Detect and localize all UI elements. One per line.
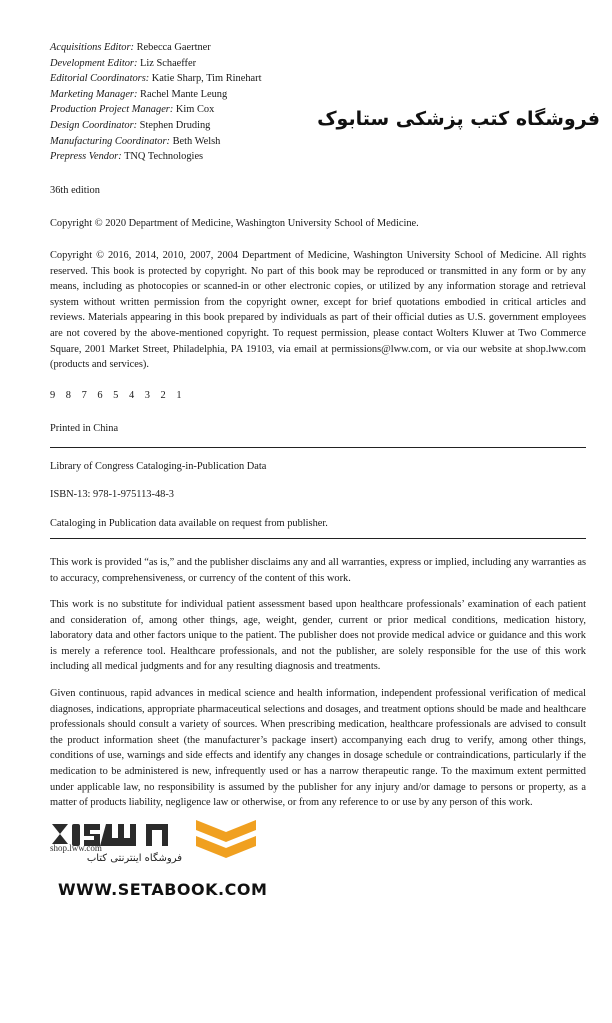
credit-line: [50, 40, 586, 56]
library-title: Library of Congress Cataloging-in-Publication Data: [50, 461, 267, 472]
credit-role: Acquisitions Editor:: [50, 42, 134, 53]
divider-bottom: [50, 538, 586, 539]
copyright-2020: Copyright © 2020 Department of Medicine, Washington University School of Medicine.: [50, 218, 419, 229]
setabook-url: WWW.SETABOOK.COM: [58, 880, 268, 899]
brand-watermark-persian: فروشگاه کتب پزشکی ستابوک: [317, 108, 600, 130]
disclaimer-verification: Given continuous, rapid advances in medical science and health information, independent professional verification of medical diagnoses, indications, appropriate pharmaceutical selections and dosages, and treatment options should be made and healthcare professionals should consult a variety of sources. When prescribing medication, healthcare professionals are advised to consult the product information sheet (the manufacturer’s package insert) accompanying each drug to verify, among other things, conditions of use, warnings and side effects and identify any changes in dosage schedule or contraindications, particularly if the medication to be administered is new, infrequently used or has a narrow therapeutic range. To the maximum extent permitted under applicable law, no responsibility is assumed by the publisher for any injury and/or damage to persons or property, as a matter of products liability, negligence law or otherwise, or from any reference to or use by any person of this work.: [50, 688, 586, 809]
printed-in: Printed in China: [50, 423, 119, 434]
credit-name: Beth Welsh: [169, 135, 221, 147]
credit-name: Rachel Mante Leung: [137, 88, 228, 100]
credit-name: TNQ Technologies: [121, 151, 204, 163]
credit-role: Marketing Manager:: [50, 88, 138, 100]
credit-line: [50, 149, 586, 165]
disclaimer-as-is: This work is provided “as is,” and the publisher disclaims any and all warranties, express or implied, including any warranties as to accuracy, comprehensiveness, or currency of the content of this work.: [50, 557, 586, 584]
credit-role: Development Editor:: [50, 57, 138, 69]
credit-name: Stephen Druding: [137, 119, 211, 131]
credit-name: Rebecca Gaertner: [134, 42, 211, 53]
credit-role: Design Coordinator:: [50, 119, 138, 131]
disclaimer-no-substitute: This work is no substitute for individual patient assessment based upon healthcare professionals’ examination of each patient and consideration of, among other things, age, weight, gender, current or prior medical conditions, medication history, laboratory data and other factors unique to the patient. The publisher does not provide medical advice or guidance and this work is merely a reference tool. Healthcare professionals, and not the publisher, are solely responsible for the use of this work including all medical judgments and for any resulting diagnosis and treatments.: [50, 599, 586, 673]
printing-line: 9 8 7 6 5 4 3 2 1: [50, 390, 182, 401]
credit-name: Kim Cox: [173, 104, 215, 116]
credit-line: [50, 87, 586, 103]
credit-line: [50, 71, 586, 87]
credit-line: [50, 134, 586, 150]
shop-url: shop.lww.com: [50, 843, 102, 853]
credit-role: Manufacturing Coordinator:: [50, 135, 170, 147]
credit-line: [50, 56, 586, 72]
credit-role: Prepress Vendor:: [50, 151, 122, 163]
isbn: ISBN-13: 978-1-975113-48-3: [50, 489, 175, 500]
copyright-notice: Copyright © 2016, 2014, 2010, 2007, 2004 Department of Medicine, Washington University School of Medicine. All rights reserved. This book is protected by copyright. No part of this book may be reproduced or transmitted in any form or by any means, including as photocopies or scanned-in or other electronic copies, or utilized by any information storage and retrieval system without written permission from the copyright owner, except for brief quotations embodied in critical articles and reviews. Materials appearing in this book prepared by individuals as part of their official duties as U.S. government employees are not covered by the above-mentioned copyright. To request permission, please contact Wolters Kluwer at Two Commerce Square, 2001 Market Street, Philadelphia, PA 19103, via email at permissions@lww.com, or via our website at shop.lww.com (products and services).: [50, 250, 586, 371]
logo-tagline-persian: فروشگاه اینترنتی کتاب: [86, 853, 182, 864]
credit-role: Production Project Manager:: [50, 104, 174, 116]
cataloging-note: Cataloging in Publication data available on request from publisher.: [50, 518, 328, 529]
credit-name: Liz Schaeffer: [137, 57, 197, 69]
edition: 36th edition: [50, 185, 100, 196]
credit-name: Katie Sharp, Tim Rinehart: [149, 73, 262, 85]
credit-role: Editorial Coordinators:: [50, 73, 150, 85]
divider-top: [50, 447, 586, 448]
credits-block: [50, 40, 586, 165]
